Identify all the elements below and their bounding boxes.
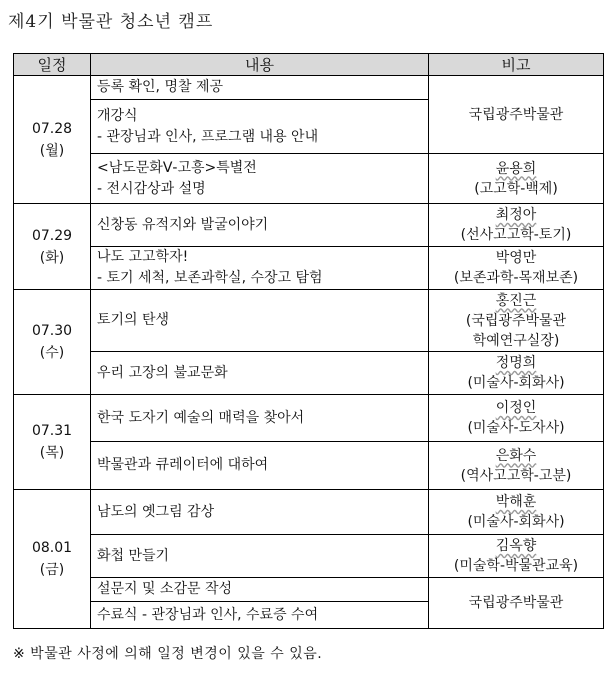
date-cell bbox=[14, 290, 91, 395]
content-cell bbox=[91, 247, 429, 290]
table-row bbox=[14, 247, 604, 290]
note-line: 김옥향 bbox=[495, 538, 537, 554]
content-cell bbox=[91, 602, 429, 629]
note-cell bbox=[429, 442, 604, 490]
table-row bbox=[14, 395, 604, 442]
content-line: 나도 고고학자! bbox=[97, 249, 189, 265]
note-line: 국립광주박물관 bbox=[468, 595, 564, 611]
note-cell bbox=[429, 76, 604, 154]
content-cell bbox=[91, 290, 429, 352]
date-weekday: (수) bbox=[39, 345, 65, 361]
content-cell bbox=[91, 352, 429, 395]
content-line: - 전시감상과 설명 bbox=[97, 180, 206, 197]
schedule-table bbox=[13, 53, 604, 629]
note-line: 박영만 bbox=[495, 250, 537, 266]
note-line: (고고학-백제) bbox=[474, 180, 558, 197]
content-cell bbox=[91, 204, 429, 247]
content-cell bbox=[91, 490, 429, 535]
table-row bbox=[14, 204, 604, 247]
content-line: 우리 고장의 불교문화 bbox=[97, 364, 228, 381]
note-cell bbox=[429, 290, 604, 352]
content-line: 남도의 옛그림 감상 bbox=[97, 503, 215, 520]
date-weekday: (월) bbox=[39, 142, 65, 159]
date-value: 07.30 bbox=[31, 323, 73, 339]
note-line: 은화수 bbox=[495, 447, 537, 464]
note-line: 국립광주박물관 bbox=[468, 106, 564, 123]
content-cell bbox=[91, 578, 429, 602]
note-cell bbox=[429, 535, 604, 578]
content-cell bbox=[91, 154, 429, 204]
content-cell bbox=[91, 442, 429, 490]
date-value: 07.31 bbox=[31, 423, 73, 439]
content-line: 개강식 bbox=[97, 107, 138, 124]
content-cell bbox=[91, 395, 429, 442]
note-cell bbox=[429, 352, 604, 395]
note-line: (보존과학-목재보존) bbox=[453, 270, 579, 286]
content-cell bbox=[91, 535, 429, 578]
content-cell bbox=[91, 100, 429, 154]
header-date: 일정 bbox=[14, 54, 91, 76]
date-value: 07.28 bbox=[31, 120, 73, 137]
note-line: (미술사-회화사) bbox=[467, 375, 565, 391]
date-weekday: (목) bbox=[39, 445, 65, 461]
date-cell bbox=[14, 76, 91, 204]
content-line: - 관장님과 인사, 프로그램 내용 안내 bbox=[97, 128, 319, 145]
header-note: 비고 bbox=[429, 54, 604, 76]
table-row bbox=[14, 442, 604, 490]
date-weekday: (금) bbox=[39, 562, 65, 578]
page-title: 제4기 박물관 청소년 캠프 bbox=[8, 12, 214, 32]
date-value: 07.29 bbox=[31, 227, 73, 244]
table-row bbox=[14, 578, 604, 602]
table-row bbox=[14, 490, 604, 535]
table-row bbox=[14, 154, 604, 204]
content-line: 설문지 및 소감문 작성 bbox=[97, 581, 233, 597]
content-line: 박물관과 큐레이터에 대하여 bbox=[97, 457, 269, 473]
table-row bbox=[14, 290, 604, 352]
date-weekday: (화) bbox=[39, 249, 65, 266]
note-line: (미술사-회화사) bbox=[467, 514, 565, 530]
note-line: 박해훈 bbox=[495, 494, 537, 510]
table-row bbox=[14, 76, 604, 100]
note-line: (미술사-도자사) bbox=[467, 420, 565, 436]
note-cell bbox=[429, 204, 604, 247]
content-line: 수료식 - 관장님과 인사, 수료증 수여 bbox=[97, 606, 319, 623]
note-line: 정명희 bbox=[495, 355, 537, 371]
content-line: 토기의 탄생 bbox=[97, 312, 170, 328]
header-content: 내용 bbox=[91, 54, 429, 76]
table-row bbox=[14, 352, 604, 395]
note-line: 최정아 bbox=[495, 207, 537, 223]
content-line: 한국 도자기 예술의 매력을 찾아서 bbox=[97, 409, 305, 426]
note-line: 홍진근 bbox=[495, 292, 537, 309]
note-cell bbox=[429, 395, 604, 442]
date-cell bbox=[14, 490, 91, 629]
content-cell bbox=[91, 76, 429, 100]
footer-note: ※ 박물관 사정에 의해 일정 변경이 있을 수 있음. bbox=[13, 646, 323, 662]
note-cell bbox=[429, 578, 604, 629]
content-line: 화첩 만들기 bbox=[97, 547, 170, 564]
table-row bbox=[14, 535, 604, 578]
content-line: 등록 확인, 명찰 제공 bbox=[97, 79, 223, 95]
note-line: 윤용희 bbox=[495, 160, 537, 177]
date-value: 08.01 bbox=[31, 540, 73, 556]
note-line: (미술학-박물관교육) bbox=[453, 558, 579, 574]
date-cell bbox=[14, 395, 91, 490]
note-cell bbox=[429, 154, 604, 204]
note-line: 학예연구실장) bbox=[472, 332, 560, 349]
date-cell bbox=[14, 204, 91, 290]
content-line: - 토기 세척, 보존과학실, 수장고 탐험 bbox=[97, 270, 323, 286]
table-header-row bbox=[14, 54, 604, 76]
content-line: <남도문화Ⅴ-고흥>특별전 bbox=[97, 159, 257, 176]
note-line: (선사고고학-토기) bbox=[460, 227, 572, 243]
note-cell bbox=[429, 247, 604, 290]
content-line: 신창동 유적지와 발굴이야기 bbox=[97, 216, 269, 233]
note-line: (국립광주박물관 bbox=[465, 312, 567, 329]
note-line: (역사고고학-고분) bbox=[460, 467, 572, 484]
note-cell bbox=[429, 490, 604, 535]
note-line: 이정인 bbox=[495, 400, 537, 416]
